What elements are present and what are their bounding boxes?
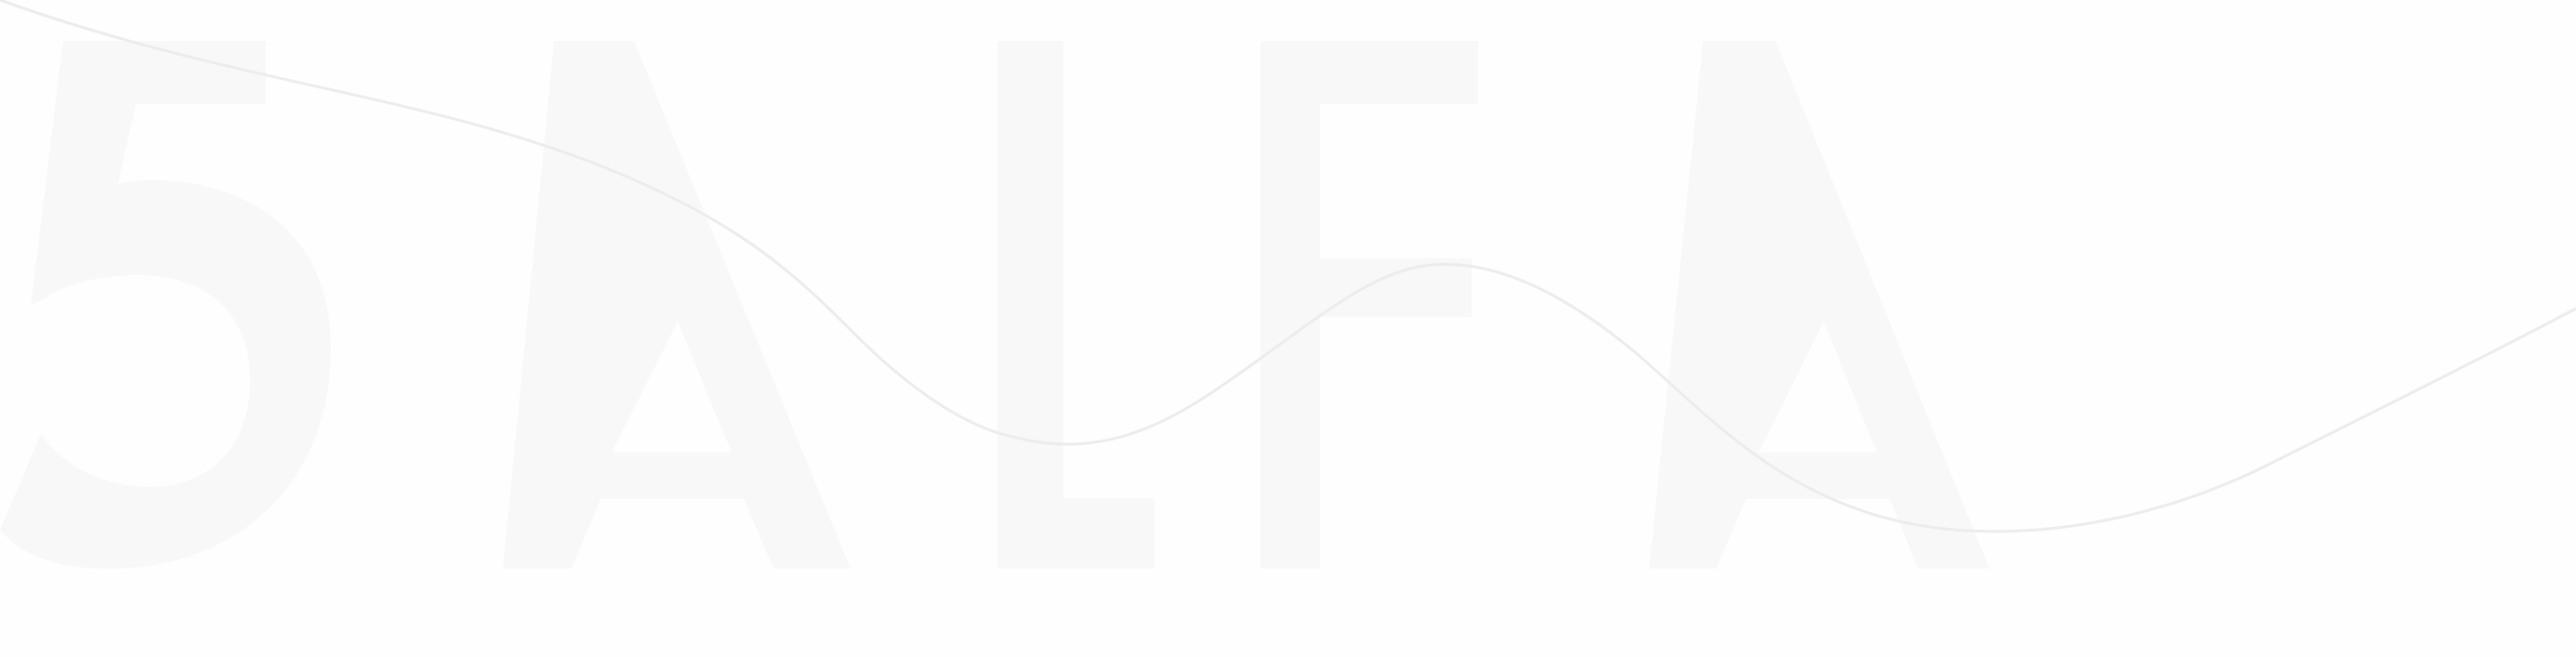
logo-glyph-f (1261, 41, 1478, 569)
logo-glyph-five (0, 41, 331, 569)
logo-glyph-l (997, 41, 1155, 569)
logo-glyph-a2 (1649, 41, 1989, 569)
logo-glyph-a1 (503, 41, 851, 569)
